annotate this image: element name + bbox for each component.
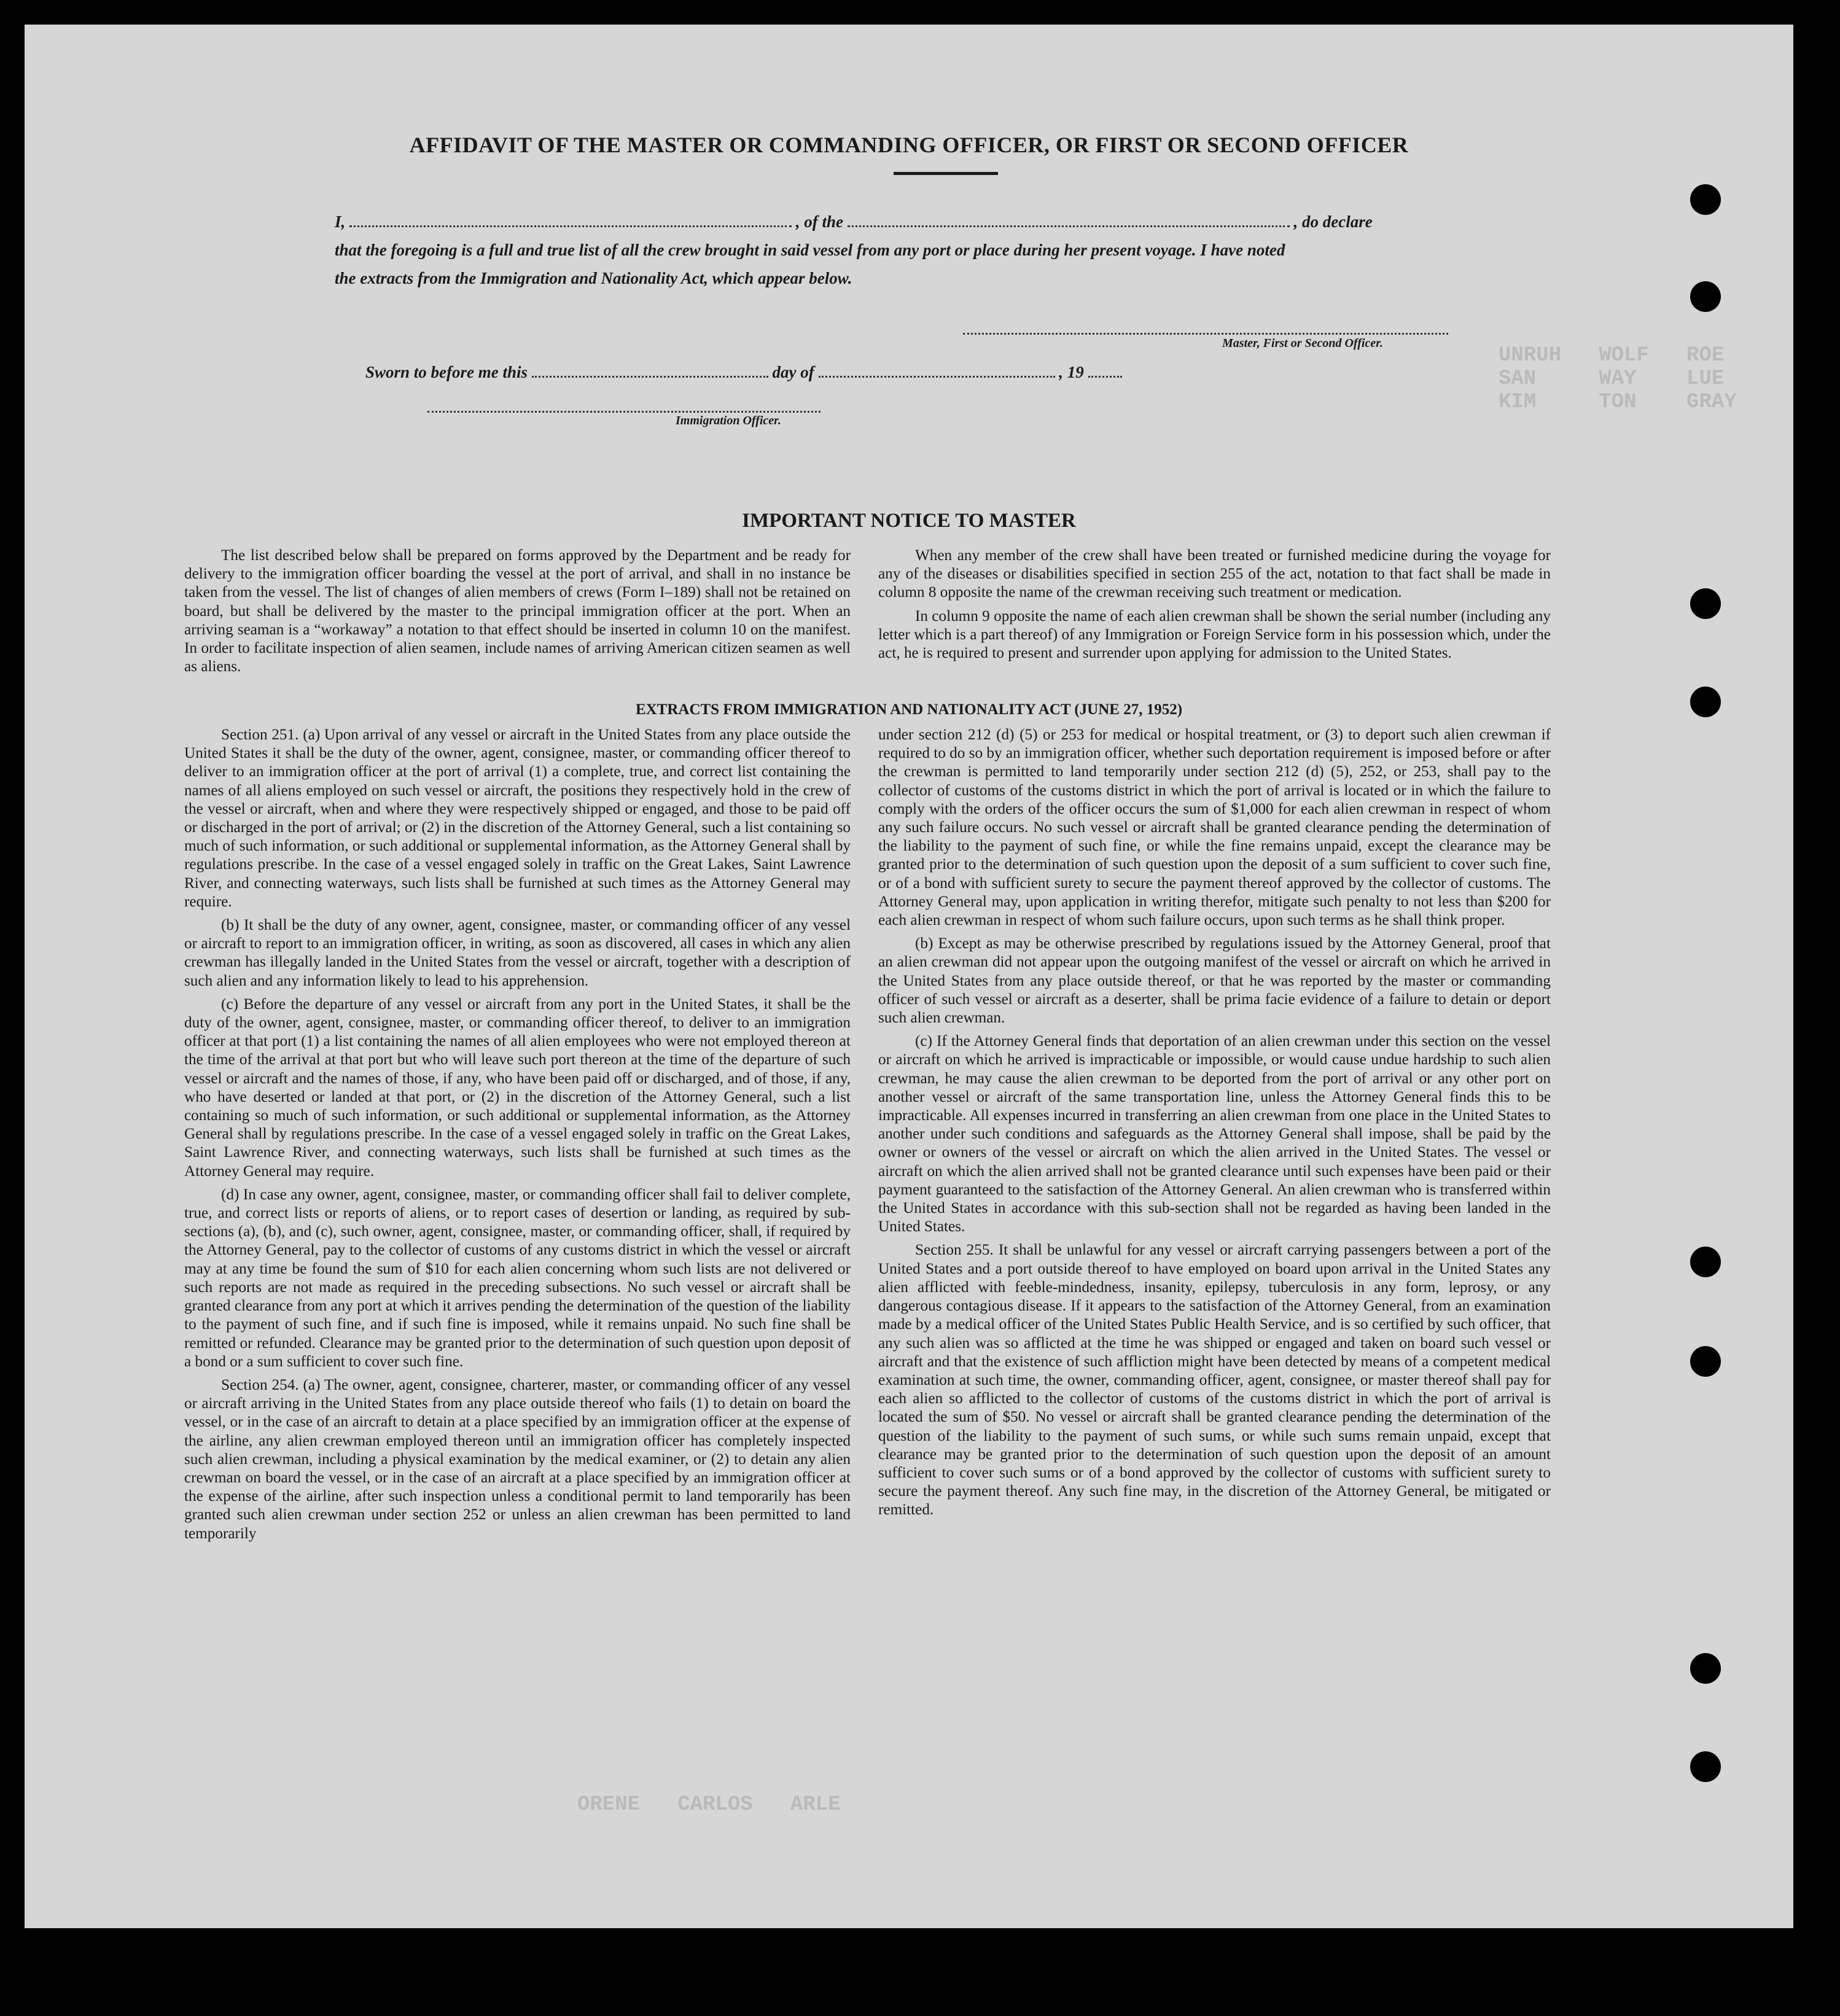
immigration-officer-caption: Immigration Officer. — [676, 414, 781, 427]
vessel-label: , of the — [795, 212, 844, 231]
master-signature-field[interactable] — [963, 319, 1448, 335]
title-underline — [894, 172, 998, 175]
punch-hole — [1690, 184, 1721, 215]
notice-title: IMPORTANT NOTICE TO MASTER — [742, 510, 1076, 532]
section-paragraph: Section 255. It shall be unlawful for any vessel or aircraft carrying passengers between a port of the United States and a port outside thereof to have employed on board upon arrival in the United States any alien afflicted with feeble-mindedness, insanity, epilepsy, tuberculosis in any form, leprosy, or any dangerous contagious disease. If it appears to the satisfaction of the Attorney General, from an examination made by a medical officer of the United States Public Health Service, and is so certified by such officer, that any such alien was so afflicted at the time he was shipped or engaged and taken on board such vessel or aircraft and that the existence of such affliction might have been detected by means of a competent medical examination at such time, the owner, commanding officer, agent, consignee, or master thereof shall pay for each alien so afflicted to the collector of customs of the customs district in which the port of arrival is located the sum of $50. No vessel or aircraft shall be granted clearance pending the determination of the question of the liability to the payment of such sums, or while such sums remain unpaid, except that clearance may be granted prior to the determination of such question upon the deposit of an amount sufficient to cover such sums or of a bond approved by the collector of customs with sufficient surety to secure the payment thereof. Any such fine may, in the discretion of the Attorney General, be mitigated or remitted. — [878, 1242, 1551, 1519]
section-paragraph: Section 251. (a) Upon arrival of any vessel or aircraft in the United States from any place outside the United States it shall be the duty of the owner, agent, consignee, master, or commanding officer thereof to deliver to an immigration officer at the port of arrival (1) a complete, true, and correct list containing the names of all aliens employed on such vessel or aircraft, the positions they respectively hold in the crew of the vessel or aircraft, when and where they were respectively shipped or engaged, and those to be paid off or discharged in the port of arrival; or (2) in the discretion of the Attorney General, such a list containing so much of such information, or such additional or supplemental information, as the Attorney General shall by regulations prescribe. In the case of a vessel engaged solely in traffic on the Great Lakes, Saint Lawrence River, and connecting waterways, such lists shall be furnished at such times as the Attorney General may require. — [184, 726, 851, 910]
master-signature-caption: Master, First or Second Officer. — [1222, 337, 1383, 350]
notice-left-column — [184, 547, 851, 681]
sworn-label: Sworn to before me this — [365, 363, 528, 381]
declaration-text: that the foregoing is a full and true list of all the crew brought in said vessel from any port or place during her present voyage. I have noted — [335, 241, 1285, 259]
punch-hole — [1690, 1247, 1721, 1277]
sworn-line — [365, 362, 1122, 382]
punch-hole — [1690, 588, 1721, 619]
sworn-month-field[interactable] — [819, 362, 1055, 378]
extracts-right-column — [878, 726, 1551, 1525]
declarant-label: I, — [335, 212, 346, 231]
punch-hole — [1690, 1751, 1721, 1782]
section-paragraph: (c) If the Attorney General finds that deportation of an alien crewman under this section on the vessel or aircraft on which he arrived is impracticable or impossible, or would cause undue hardship to such alien crewman, he may cause the alien crewman to be deported from the port of arrival or any other port on another vessel or aircraft of the same transportation line, unless the Attorney General finds this to be impracticable. All expenses incurred in transferring an alien crewman from one place in the United States to another under such conditions and safeguards as the Attorney General shall impose, shall be paid by the owner or owners of the vessel or aircraft on which the alien arrived in the United States. The vessel or aircraft on which the alien arrived shall not be granted clearance until such expenses have been paid or their payment guaranteed to the satisfaction of the Attorney General. An alien crewman who is transferred within the United States in accordance with this sub-section shall not be regarded as having been landed in the United States. — [878, 1033, 1551, 1236]
declaration-text: the extracts from the Immigration and Nationality Act, which appear below. — [335, 269, 852, 287]
section-paragraph: (d) In case any owner, agent, consignee, master, or commanding officer shall fail to deliver complete, true, and correct lists or reports of aliens, or to report cases of desertion or landing, as required by sub-sections (a), (b), and (c), such owner, agent, consignee, master, or commanding officer, shall, if required by the Attorney General, pay to the collector of customs of any customs district in which the vessel or aircraft may at any time be found the sum of $10 for each alien concerning whom such lists are not delivered or such reports are not made as required in the preceding subsections. No such vessel or aircraft shall be granted clearance from any port at which it arrives pending the determination of the question of the liability to the payment of such fine, and if such fine is imposed, while it remains unpaid. No such fine shall be remitted or refunded. Clearance may be granted prior to the determination of such question upon deposit of a bond or a sum sufficient to cover such fine. — [184, 1186, 851, 1370]
day-of-label: day of — [772, 363, 814, 381]
notice-paragraph: The list described below shall be prepared on forms approved by the Department and be ready for delivery to the immigration officer boarding the vessel at the port of arrival, and shall in no instance be taken from the vessel. The list of changes of alien members of crews (Form I–189) shall not be retained on board, but shall be delivered by the master to the principal immigration officer at the port. When an arriving seaman is a “workaway” a notation to that effect should be inserted in column 10 on the manifest. In order to facilitate inspection of alien seamen, include names of arriving American citizen seamen as well as aliens. — [184, 547, 851, 675]
declare-label: , do declare — [1293, 212, 1373, 231]
affidavit-title: AFFIDAVIT OF THE MASTER OR COMMANDING OFFICER, OR FIRST OR SECOND OFFICER — [409, 133, 1409, 157]
notice-paragraph: When any member of the crew shall have been treated or furnished medicine during the voyage for any of the diseases or disabilities specified in section 255 of the act, notation to that fact shall be made in column 8 opposite the name of the crewman receiving such treatment or medication. — [878, 547, 1551, 601]
sworn-year-field[interactable] — [1088, 362, 1122, 378]
extracts-left-column — [184, 726, 851, 1548]
sworn-day-field[interactable] — [532, 362, 768, 378]
punch-hole — [1690, 1653, 1721, 1684]
immigration-officer-signature-field[interactable] — [427, 397, 821, 413]
year-label: , 19 — [1059, 363, 1084, 381]
notice-paragraph: In column 9 opposite the name of each alien crewman shall be shown the serial number (including any letter which is a part thereof) of any Immigration or Foreign Service form in his possession which, under the act, he is required to present and surrender upon applying for admission to the United States. — [878, 607, 1551, 662]
bleed-through-text: UNRUH WOLF ROE SAN WAY LUE KIM TON GRAY — [1499, 344, 1737, 414]
bleed-through-text: ORENE CARLOS ARLE — [577, 1793, 841, 1816]
notice-right-column — [878, 547, 1551, 667]
punch-hole — [1690, 281, 1721, 312]
section-paragraph: under section 212 (d) (5) or 253 for medical or hospital treatment, or (3) to deport such alien crewman if required to do so by an immigration officer, whether such deportation requirement is imposed before or after the crewman is permitted to land temporarily under section 212 (d) (5), 252, or 253, shall pay to the collector of customs of the customs district in which the port of arrival is located or in which the failure to comply with the orders of the officer occurs the sum of $1,000 for each alien crewman in respect of whom any such failure occurs. No such vessel or aircraft shall be granted clearance pending the determination of the liability to the payment of such fine, or while the fine remains unpaid, except the clearance may be granted prior to the determination of such question upon the deposit of a sum sufficient to cover such fine, or of a bond with sufficient surety to secure the payment thereof approved by the collector of customs. The Attorney General may, upon application in writing therefor, mitigate such penalty to not less than $200 for each alien crewman in respect of whom such failure occurs, upon such terms as he shall think proper. — [878, 726, 1551, 929]
vessel-name-field[interactable] — [848, 212, 1290, 227]
document-page — [25, 25, 1793, 1928]
section-paragraph: Section 254. (a) The owner, agent, consignee, charterer, master, or commanding officer of any vessel or aircraft arriving in the United States from any place outside thereof who fails (1) to detain on board the vessel, or in the case of an aircraft to detain at a place specified by an immigration officer at the expense of the airline, any alien crewman employed thereon until an immigration officer has completely inspected such alien crewman, including a physical examination by the medical examiner, or (2) to detain any alien crewman on board the vessel, or in the case of an aircraft at a place specified by an immigration officer at the expense of the airline, after such inspection unless a conditional permit to land temporarily has been granted such alien crewman under section 252 or unless an alien crewman has been permitted to land temporarily — [184, 1376, 851, 1542]
declarant-name-field[interactable] — [349, 212, 792, 227]
punch-hole — [1690, 1346, 1721, 1377]
section-paragraph: (b) It shall be the duty of any owner, agent, consignee, master, or commanding officer of any vessel or aircraft to report to an immigration officer, in writing, as soon as discovered, all cases in which any alien crewman has illegally landed in the United States from the vessel or aircraft, together with a description of such alien and any information likely to lead to his apprehension. — [184, 917, 851, 989]
section-paragraph: (c) Before the departure of any vessel or aircraft from any port in the United States, it shall be the duty of the owner, agent, consignee, master, or commanding officer thereof, to deliver to an immigration officer at that port (1) a list containing the names of all alien employees who were not employed thereon at the time of the arrival at that port but who will leave such port thereon at the time of the departure of such vessel or aircraft and the names of those, if any, who have been paid off or discharged, and of those, if any, who have deserted or landed at that port, or (2) in the discretion of the Attorney General, such a list containing so much of such information, or such additional or supplemental information, as the Attorney General shall by regulations prescribe. In the case of a vessel engaged solely in traffic on the Great Lakes, Saint Lawrence River, and connecting waterways, such lists shall be furnished at such times as the Attorney General may require. — [184, 995, 851, 1180]
extracts-title: EXTRACTS FROM IMMIGRATION AND NATIONALITY ACT (JUNE 27, 1952) — [635, 701, 1183, 718]
section-paragraph: (b) Except as may be otherwise prescribed by regulations issued by the Attorney General, proof that an alien crewman did not appear upon the outgoing manifest of the vessel or aircraft on which he arrived in the United States from any place outside thereof, or that he was reported by the master or commanding officer of such vessel or aircraft as a deserter, shall be prima facie evidence of a failure to detain or deport such alien crewman. — [878, 935, 1551, 1027]
declaration-line — [335, 212, 1373, 232]
